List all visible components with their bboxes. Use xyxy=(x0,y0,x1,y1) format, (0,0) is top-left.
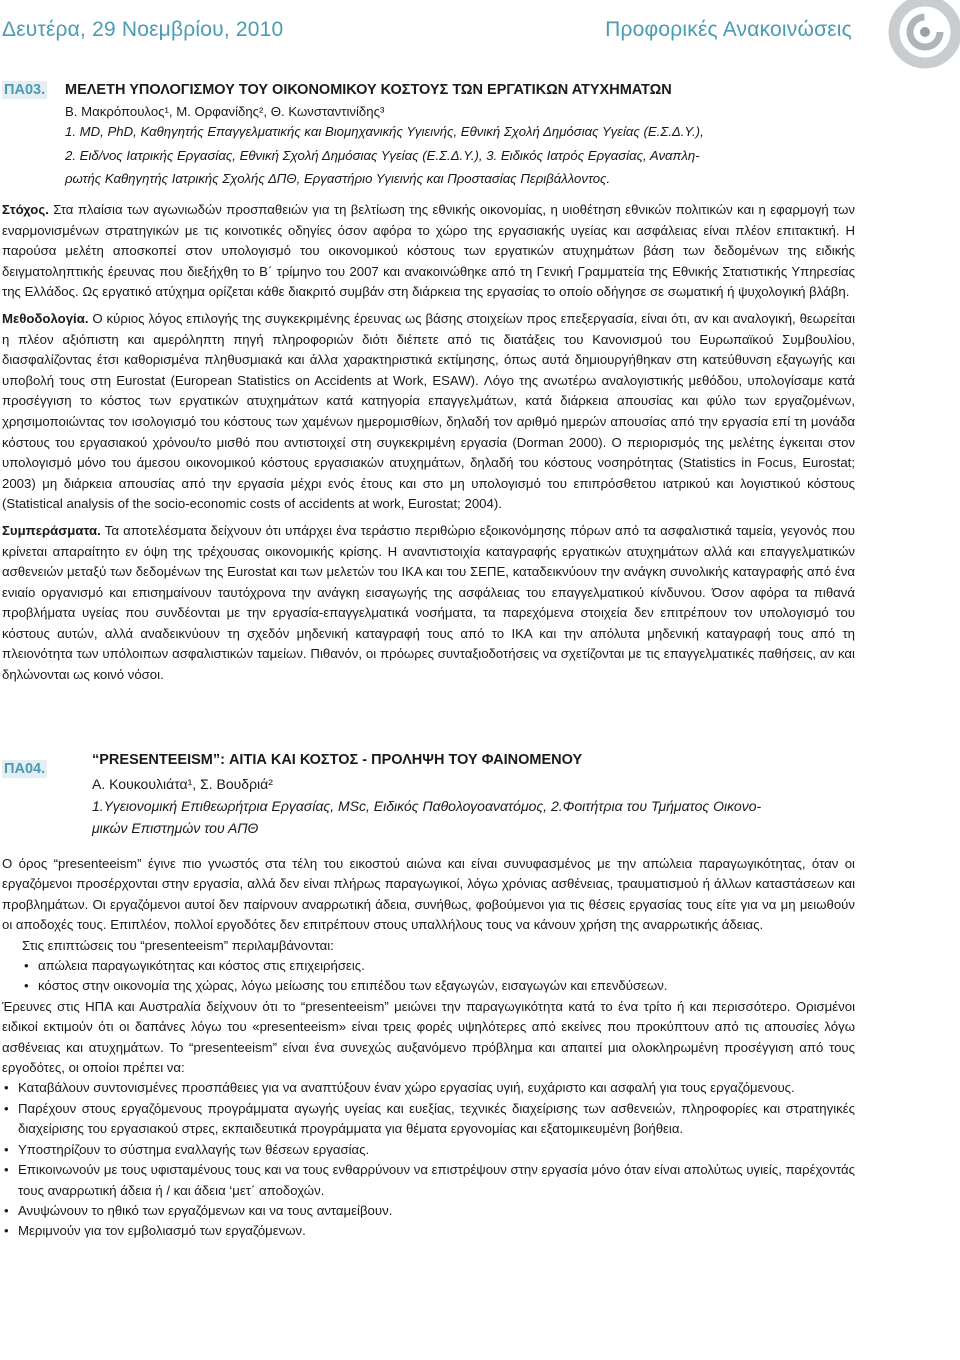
circular-spiral-logo-icon xyxy=(873,0,960,70)
list-item: • Ανυψώνουν το ηθικό των εργαζόμενων και να τους ανταμείβουν. xyxy=(4,1201,855,1221)
abstract-code-pa04: ΠΑ04. xyxy=(4,761,46,777)
conclusions-label: Συμπεράσματα. xyxy=(2,522,101,538)
abstract-code-pa03: ΠΑ03. xyxy=(4,82,46,98)
list-item: • απώλεια παραγωγικότητας και κόστος στις επιχειρήσεις. xyxy=(24,956,855,976)
list-item: • Παρέχουν στους εργαζόμενους προγράμματα αγωγής υγείας και ευεξίας, τεχνικές διαχείρισης των ασθενειών, πληροφορίες και στρατηγικές διαχείρισης του εργασιακού στρες, εκπαιδευτικά προγράμματα για θέματα εργονομίας και εξατομικευμένη βοήθεια. xyxy=(4,1099,855,1140)
methodology-text: Ο κύριος λόγος επιλογής της συγκεκριμένης έρευνας ως βάσης στοιχείων προς επεξεργασία, είναι ότι, αν και αναλογική, θεωρείται η πλέον αξιόπιστη και αμερόληπτη πηγή πληροφοριών διότι διέπετε από τις διατάξεις του Κανονισμού του Ευρωπαϊκού Συμβουλίου, διασφαλίζοντας έτσι καθορισμένα πληθυσμιακά και άλλα χαρακτηριστικά εκτίμησης, όπως αυτά δημιουργήθηκαν στη κατεύθυνση εξαγωγής και υποβολή τους στη Eurostat (European Statistics on Accidents at Work, ESAW). Λόγο της ανωτέρω αναλογιστικής μεθόδου, υπολογίσαμε κατά προσέγγιση το κόστος των εργατικών ατυχημάτων κατά κατηγορία επαγγελμάτων, κατά διάρκεια απουσίας και φύλο των εργαζομένων, χρησιμοποιώντας τον ισολογισμό του κόστους των χαμένων ημερομισθίων, δηλαδή τον αριθμό ημερών απουσίας από την εργασία επί τη μονάδα κόστους του εργασιακού χρόνου/το μισθό που αντιστοιχεί στη συγκεκριμένη εργασία (Dorman 2000). Ο περιορισμός της μελέτης έγκειται στον υπολογισμό μόνο του άμεσου οικονομικού κόστους εργασιακών ατυχημάτων, δηλαδή του κόστους νοσηρότητας (Statistics in Focus, Eurostat; 2003) μη διάρκεια απουσίας από την εργασία μέχρι ενός έτους και στο μη υπολογισμό του επιπρόσθετου ιατρικού και λογιστικού κόστους (Statistical analysis of the socio-economic costs of accidents at work, Eurostat; 2004). xyxy=(2,310,855,512)
affiliation-line: 1.Υγειονομική Επιθεωρήτρια Εργασίας, MSc, Ειδικός Παθολογοανατόμος, 2.Φοιτήτρια του Τμήματος Οικονο- xyxy=(92,798,762,814)
aim-text: Στα πλαίσια των αγωνιωδών προσπαθειών για τη βελτίωση της εθνικής οικονομίας, η υιοθέτηση εθνικών πολιτικών και η εφαρμογή των εναρμονισμένων στρατηγικών με τις κοινοτικές οδηγίες όσον αφόρα το χώρο της εργασιακής υγείας και ασφάλειας είναι πλέον επιτακτική. Η παρούσα μελέτη αποσκοπεί στον υπολογισμό του οικονομικού κόστους των εργατικών ατυχημάτων βάση των δεδομένων της ειδικής δειγματοληπτικής έρευνας που διεξήχθη το Β΄ τρίμηνο του 2007 και ανακοινώθηκε από τη Γενική Γραμματεία της Εθνικής Στατιστικής Υπηρεσίας της Ελλάδος. Ως εργατικό ατύχημα ορίζεται κάθε διακριτό συμβάν στη διάρκεια της εργασίας το οποίο οδήγησε σε σωματική ή ψυχολογική βλάβη. xyxy=(2,202,855,300)
conclusions-paragraph xyxy=(2,521,855,686)
methodology-label: Μεθοδολογία. xyxy=(2,310,89,326)
aim-paragraph xyxy=(2,200,855,303)
research-paragraph: Έρευνες στις ΗΠΑ και Αυστραλία δείχνουν ότι το “presenteeism” μειώνει την παραγωγικότητα κατά το ένα τρίτο ή και περισσότερο. Ορισμένοι ειδικοί εκτιμούν ότι οι δαπάνες λόγω του «presenteeism» είναι τρεις φορές υψηλότερες από εκείνες που προκύπτουν από τις απουσίες λόγω ασθένειας και ατυχημάτων. Το “presenteeism” είναι ένα συνεχώς αυξανόμενο πρόβλημα και απαιτεί μια ολοκληρωμένη προσέγγιση από τους εργοδότες, οι οποίοι πρέπει να: xyxy=(2,998,855,1076)
header-date: Δευτέρα, 29 Νοεμβρίου, 2010 xyxy=(2,18,284,41)
authors-pa03: Β. Μακρόπουλος¹, Μ. Ορφανίδης², Θ. Κωνσταντινίδης³ xyxy=(65,104,385,119)
impacts-list xyxy=(2,956,855,997)
list-item: • κόστος στην οικονομία της χώρας, λόγω μείωσης του επιπέδου των εξαγωγών, εισαγωγών και επενδύσεων. xyxy=(24,976,855,996)
list-item: • Επικοινωνούν με τους υφισταμένους τους και να τους ενθαρρύνουν να επιστρέψουν στην εργασία μόνο όταν είναι απολύτως υγιείς, παρέχοντάς τους αναρρωτική άδεια ή / και άδεια ‘μετ΄ αποδοχών. xyxy=(4,1160,855,1201)
abstract-body-pa03 xyxy=(2,200,855,686)
abstract-body-pa04 xyxy=(2,854,855,1242)
list-item: • Υποστηρίζουν το σύστημα εναλλαγής των θέσεων εργασίας. xyxy=(4,1140,855,1160)
affiliation-line: ρωτής Καθηγητής Ιατρικής Σχολής ΔΠΘ, Εργαστήριο Υγιεινής και Προστασίας Περιβάλλοντος. xyxy=(65,171,611,186)
impacts-intro: Στις επιπτώσεις του “presenteeism” περιλαμβάνονται: xyxy=(22,937,334,953)
header-section-title: Προφορικές Ανακοινώσεις xyxy=(605,18,852,41)
page-header xyxy=(0,0,960,62)
aim-label: Στόχος. xyxy=(2,202,49,217)
conclusions-text: Τα αποτελέσματα δείχνουν ότι υπάρχει ένα τεράστιο περιθώριο εξοικονόμησης πόρων από τα ασφαλιστικά ταμεία, γεγονός που κρίνεται απαραίτητο εν όψη της τρέχουσας οικονομικής κρίσης. Η αναντιστοιχία καταγραφής εργατικών ατυχημάτων αλλά και επαγγελματικών ασθενειών μεταξύ των δεδομένων της Eurostat και των μελετών του ΙΚΑ και του ΣΕΠΕ, καταδεικνύουν την ανάγκη συνολικής καταγραφής από ένα ενιαίο οργανισμό και επισημαίνουν ταυτόχρονα την ανάγκη εισαγωγής της ασφάλειας του επαγγελματικού κίνδυνου. Όσον αφόρα τα πιθανά προβλήματα υγείας που συνδέονται με την εργασία-επαγγελματικά νοσήματα, τα παρεχόμενα στοιχεία δεν επιτρέπουν τον υπολογισμό του κόστους αυτών, αλλά αναδεικνύουν τη σχεδόν μηδενική καταγραφή τους από το ΙΚΑ και την απόλυτα μηδενική καταγραφή τους από τη πλειονότητα των υπόλοιπων ασφαλιστικών ταμείων. Πιθανόν, οι πρόωρες συνταξιοδοτήσεις να σχετίζονται με τις επαγγελματικές παθήσεις, αν και δηλώνονται ως κοινό νόσοι. xyxy=(2,522,855,683)
authors-pa04: Α. Κουκουλιάτα¹, Σ. Βουδριά² xyxy=(92,776,273,792)
affiliation-line: μικών Επιστημών του ΑΠΘ xyxy=(92,820,259,836)
list-item: • Μεριμνούν για τον εμβολιασμό των εργαζόμενων. xyxy=(4,1221,855,1241)
abstract-title-pa04: “PRESENTEEISM”: ΑΙΤΙΑ ΚΑΙ ΚΟΣΤΟΣ - ΠΡΟΛΗΨΗ ΤΟΥ ΦΑΙΝΟΜΕΝΟΥ xyxy=(92,752,583,768)
intro-paragraph: Ο όρος “presenteeism” έγινε πιο γνωστός στα τέλη του εικοστού αιώνα και είναι συνυφασμένος με την απώλεια παραγωγικότητας, όταν οι εργαζόμενοι προσέρχονται στην εργασία, αλλά δεν είναι πλήρως παραγωγικοί, λόγω χρόνιας ασθένειας, τραυματισμού ή άλλων καταστάσεων και προβλημάτων. Οι εργαζόμενοι αυτοί δεν παίρνουν αναρρωτική άδεια, συνήθως, φοβούμενοι για τις θέσεις εργασίας τους είτε για να μη μειωθούν οι αποδοχές τους. Επιπλέον, πολλοί εργοδότες δεν επιτρέπουν στους υπαλλήλους τους να κάνουν χρήση της αναρρωτικής άδειας. xyxy=(2,856,855,933)
affiliation-line: 1. MD, PhD, Καθηγητής Επαγγελματικής και Βιομηχανικής Υγιεινής, Εθνική Σχολή Δημόσιας Υγείας (Ε.Σ.Δ.Υ.), xyxy=(65,124,704,139)
employer-actions-list xyxy=(2,1078,855,1241)
affiliation-line: 2. Ειδ/νος Ιατρικής Εργασίας, Εθνική Σχολή Δημόσιας Υγείας (Ε.Σ.Δ.Υ.), 3. Ειδικός Ιατρός Εργασίας, Αναπλη- xyxy=(65,148,700,163)
abstract-title-pa03: ΜΕΛΕΤΗ ΥΠΟΛΟΓΙΣΜΟΥ ΤΟΥ ΟΙΚΟΝΟΜΙΚΟΥ ΚΟΣΤΟΥΣ ΤΩΝ ΕΡΓΑΤΙΚΩΝ ΑΤΥΧΗΜΑΤΩΝ xyxy=(65,82,672,98)
methodology-paragraph xyxy=(2,309,855,515)
list-item: • Καταβάλουν συντονισμένες προσπάθειες για να αναπτύξουν έναν χώρο εργασίας υγιή, ευχάριστο και ασφαλή για τους εργαζόμενους. xyxy=(4,1078,855,1098)
